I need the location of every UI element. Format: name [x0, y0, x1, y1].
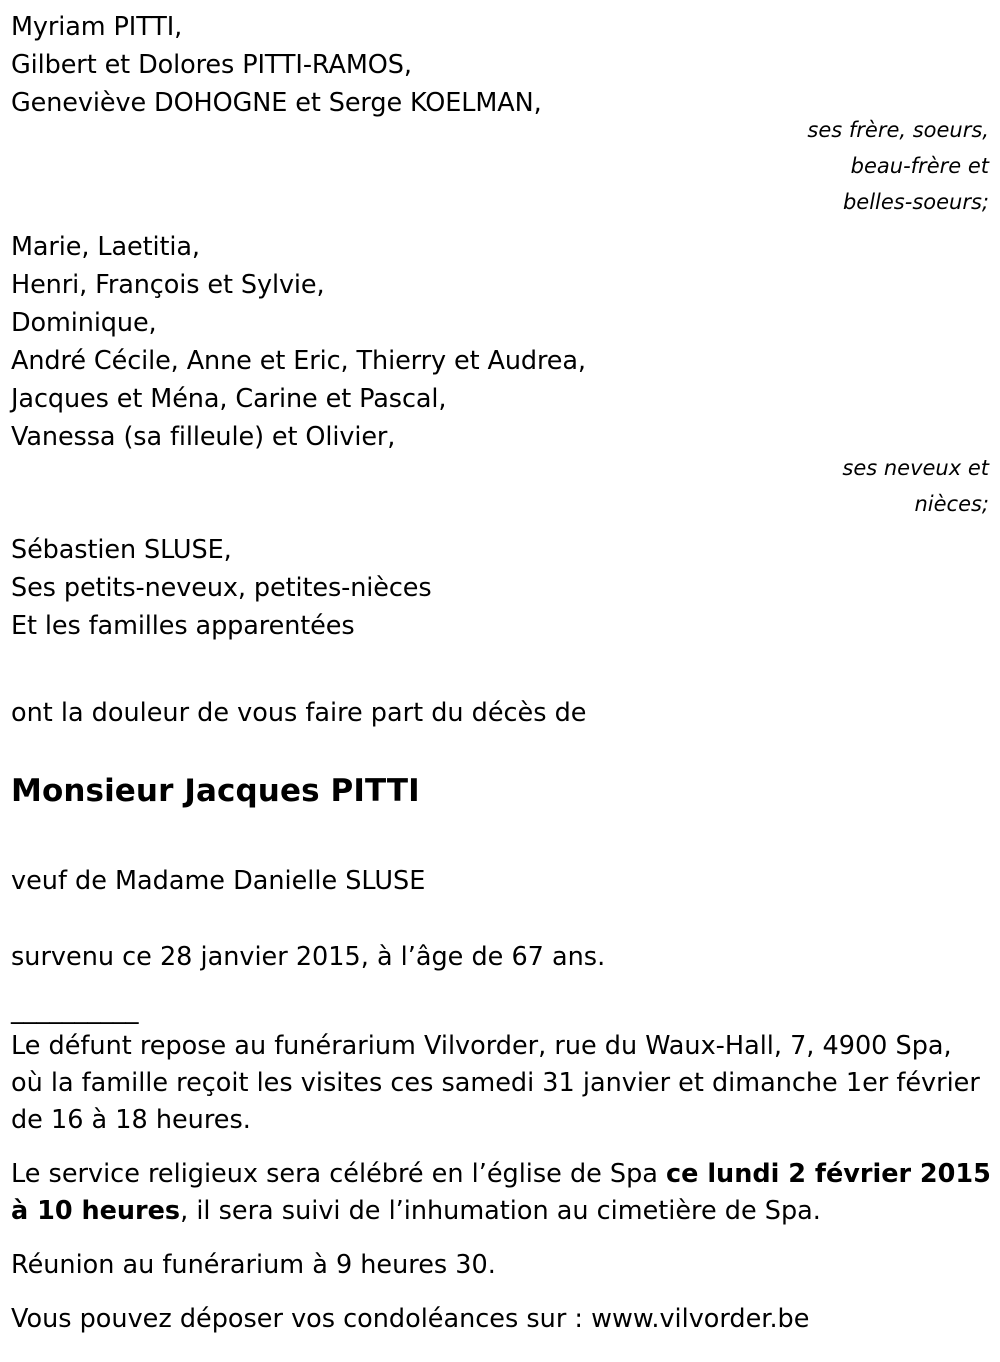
service-suffix: , il sera suivi de l’inhumation au cimetière de Spa.: [180, 1196, 821, 1226]
kin-name: Myriam PITTI,: [11, 12, 183, 42]
service-prefix: Le service religieux sera célébré en l’église de Spa: [11, 1159, 667, 1189]
nephew-name: Jacques et Ména, Carine et Pascal,: [11, 384, 447, 414]
kin-names-list: [0, 8, 542, 122]
kin-name: Geneviève DOHOGNE et Serge KOELMAN,: [11, 88, 542, 118]
nephews-relation-line: nièces;: [914, 492, 989, 516]
nephews-names-list: [0, 228, 586, 456]
nephew-name: Marie, Laetitia,: [11, 232, 200, 262]
nephews-relation-caption: [469, 450, 1000, 522]
passing-line: survenu ce 28 janvier 2015, à l’âge de 67 ans.: [11, 942, 606, 972]
nephew-name: Vanessa (sa filleule) et Olivier,: [11, 422, 396, 452]
kin-relation-line: beau-frère et: [850, 154, 989, 178]
service-datetime: ce lundi 2 février 2015 à 10 heures: [11, 1159, 991, 1226]
kin-relation-line: ses frère, soeurs,: [807, 118, 989, 142]
funeral-details: [11, 1028, 991, 1338]
deceased-name: Monsieur Jacques PITTI: [11, 773, 420, 809]
service-paragraph: [11, 1156, 991, 1230]
kin-name: Gilbert et Dolores PITTI-RAMOS,: [11, 50, 412, 80]
nephews-relation-line: ses neveux et: [842, 456, 989, 480]
section-divider: __________: [11, 995, 139, 1025]
other-family-list: [0, 531, 1000, 645]
nephew-name: André Cécile, Anne et Eric, Thierry et Audrea,: [11, 346, 586, 376]
condolences-paragraph: Vous pouvez déposer vos condoléances sur : www.vilvorder.be: [11, 1304, 810, 1334]
gathering-paragraph: Réunion au funérarium à 9 heures 30.: [11, 1250, 496, 1280]
nephew-name: Dominique,: [11, 308, 157, 338]
announcement-intro: ont la douleur de vous faire part du décès de: [11, 698, 587, 728]
other-family-name: Ses petits-neveux, petites-nièces: [11, 573, 432, 603]
other-family-name: Et les familles apparentées: [11, 611, 355, 641]
kin-relation-caption: [469, 112, 1000, 220]
spouse-line: veuf de Madame Danielle SLUSE: [11, 866, 426, 896]
kin-relation-line: belles-soeurs;: [842, 190, 989, 214]
repose-paragraph: Le défunt repose au funérarium Vilvorder, rue du Waux-Hall, 7, 4900 Spa, où la famille reçoit les visites ces samedi 31 janvier et dimanche 1er février de 16 à 18 heures.: [11, 1031, 980, 1135]
nephew-name: Henri, François et Sylvie,: [11, 270, 325, 300]
other-family-name: Sébastien SLUSE,: [11, 535, 232, 565]
